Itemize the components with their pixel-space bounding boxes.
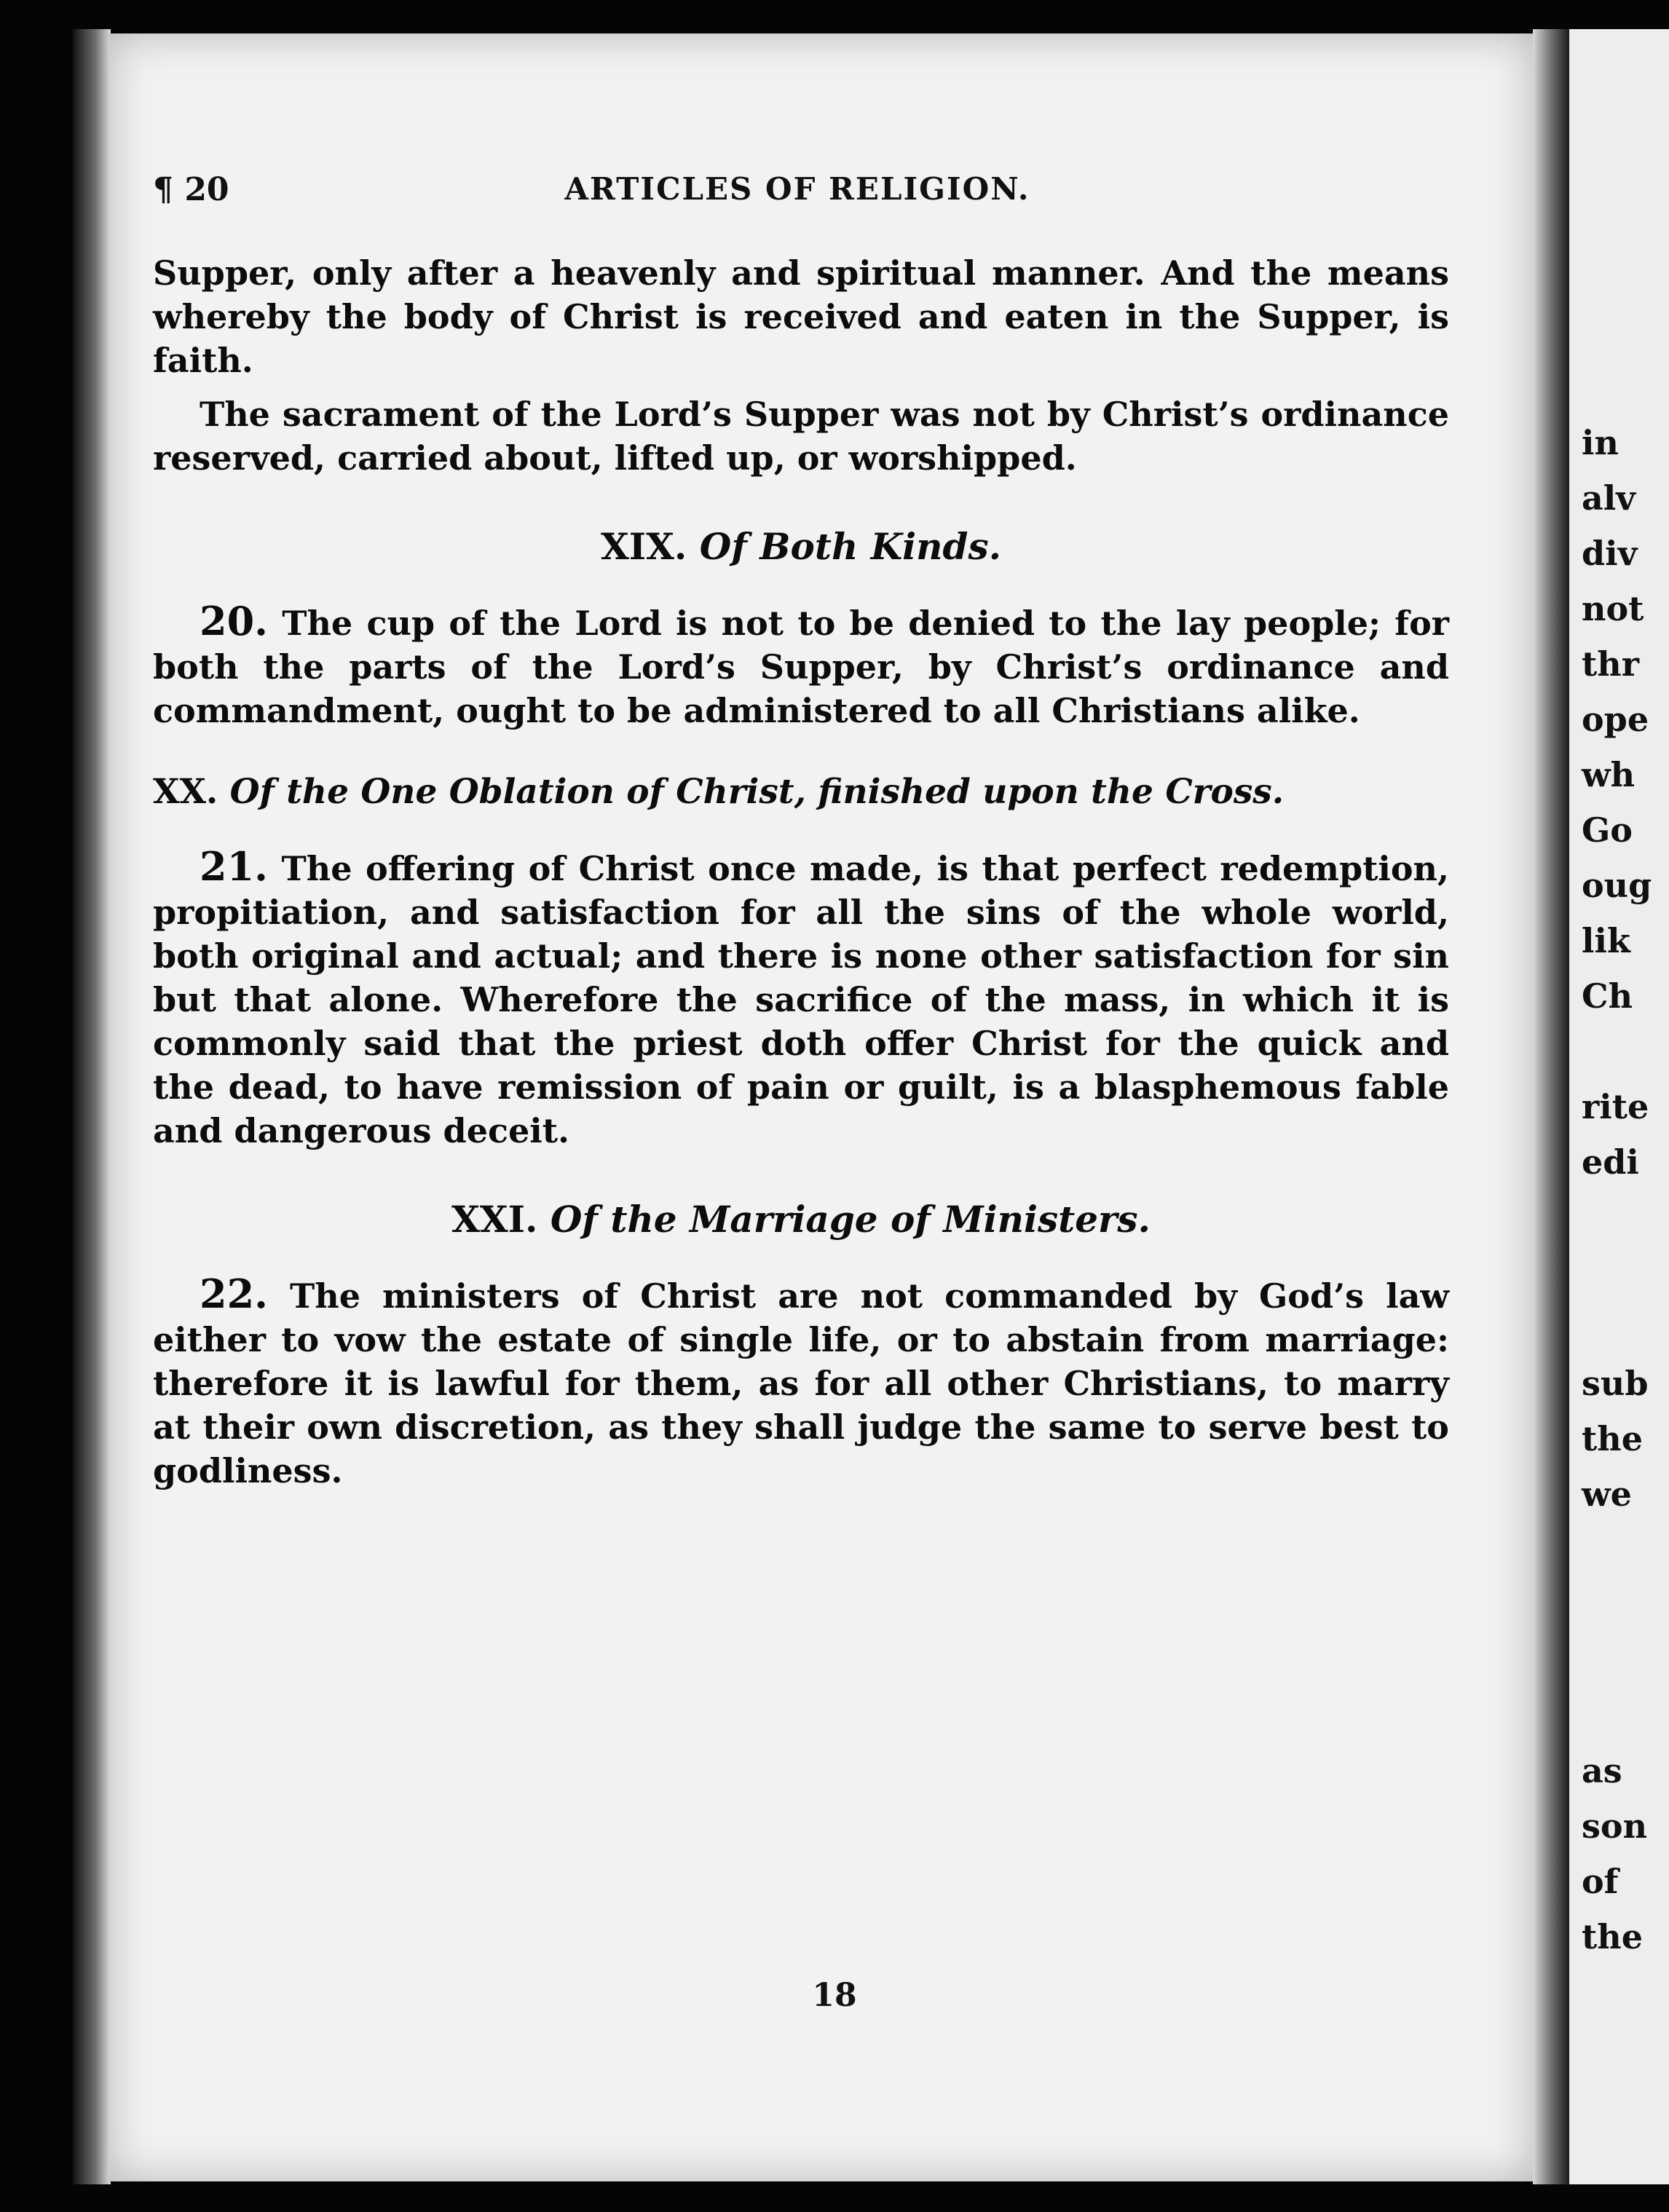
paragraph-continuation: Supper, only after a heavenly and spiritual manner. And the means whereby the body of Christ is received and eaten in the Supper, is faith. [153, 253, 1449, 380]
article-numeral: XXI. [451, 1198, 538, 1241]
running-header [153, 171, 1442, 229]
facing-page-fragment: wh [1582, 755, 1636, 794]
article-heading-xix [153, 524, 1449, 570]
facing-page-fragment [1582, 1245, 1652, 1300]
pilcrow-page-marker: ¶ 20 [153, 171, 229, 208]
article-subject: Of the One Oblation of Christ, finished upon the Cross. [229, 772, 1285, 812]
facing-page-fragment: ope [1582, 700, 1649, 739]
facing-page-fragments [1582, 415, 1652, 1964]
facing-page-fragment: oug [1582, 866, 1652, 905]
folio-page-number: 18 [812, 1977, 857, 2014]
section-text: The cup of the Lord is not to be denied to the lay people; for both the parts of the Lord’s Supper, by Christ’s ordinance and commandment, ought to be administered to all Christians alike. [153, 604, 1449, 730]
facing-page-fragment: not [1582, 589, 1644, 628]
running-title: ARTICLES OF RELIGION. [564, 171, 1030, 207]
facing-page-fragment: as [1582, 1751, 1622, 1790]
facing-page-fragment: the [1582, 1917, 1643, 1956]
facing-page-fragment: rite [1582, 1087, 1649, 1126]
article-body-21 [153, 845, 1449, 1153]
facing-page-fragment: Ch [1582, 976, 1633, 1016]
facing-page-fragment [1582, 1300, 1652, 1356]
facing-page-fragment: sub [1582, 1364, 1649, 1403]
facing-page-fragment: div [1582, 534, 1638, 573]
section-number: 22. [200, 1271, 268, 1317]
article-body-20 [153, 599, 1449, 732]
page-body [153, 251, 1449, 1503]
facing-page-fragment [1582, 1577, 1652, 1632]
facing-page-fragment [1582, 1688, 1652, 1743]
article-body-22 [153, 1272, 1449, 1493]
article-heading-xxi [153, 1196, 1449, 1243]
facing-page-fragment: Go [1582, 810, 1633, 850]
left-page-edge [73, 29, 111, 2184]
facing-page-fragment [1582, 1522, 1652, 1577]
article-subject: Of the Marriage of Ministers. [550, 1198, 1151, 1241]
section-number: 20. [200, 598, 268, 644]
facing-page-fragment [1582, 1024, 1652, 1079]
facing-page-fragment: alv [1582, 478, 1636, 518]
facing-page-fragment: lik [1582, 921, 1630, 960]
facing-page-fragment: thr [1582, 644, 1639, 684]
section-text: The ministers of Christ are not commanded by God’s law either to vow the estate of single life, or to abstain from marriage: therefore it is lawful for them, as for all other Christians, to marry at their own discretion, as they shall judge the same to serve best to godliness. [153, 1276, 1449, 1490]
facing-page-fragment [1582, 1632, 1652, 1688]
section-text: The offering of Christ once made, is that perfect redemption, propitiation, and satisfaction for all the sins of the whole world, both original and actual; and there is none other satisfaction for sin but that alone. Wherefore the sacrifice of the mass, in which it is commonly said that the priest doth offer Christ for the quick and the dead, to have remission of pain or guilt, is a blasphemous fable and dangerous deceit. [153, 849, 1450, 1150]
article-numeral: XX. [153, 772, 218, 812]
article-subject: Of Both Kinds. [699, 525, 1002, 568]
article-numeral: XIX. [600, 525, 687, 568]
facing-page-fragment: the [1582, 1419, 1643, 1458]
book-gutter [1533, 29, 1569, 2184]
facing-page-fragment: in [1582, 423, 1619, 462]
facing-page-fragment: son [1582, 1806, 1648, 1846]
facing-page-fragment: of [1582, 1862, 1619, 1901]
facing-page-fragment [1582, 1190, 1652, 1245]
article-heading-xx [153, 769, 1449, 815]
section-number: 21. [200, 843, 268, 890]
facing-page-fragment: edi [1582, 1142, 1639, 1182]
paragraph-reservation: The sacrament of the Lord’s Supper was not by Christ’s ordinance reserved, carried about, lifted up, or worshipped. [153, 395, 1449, 478]
facing-page-fragment: we [1582, 1474, 1632, 1514]
